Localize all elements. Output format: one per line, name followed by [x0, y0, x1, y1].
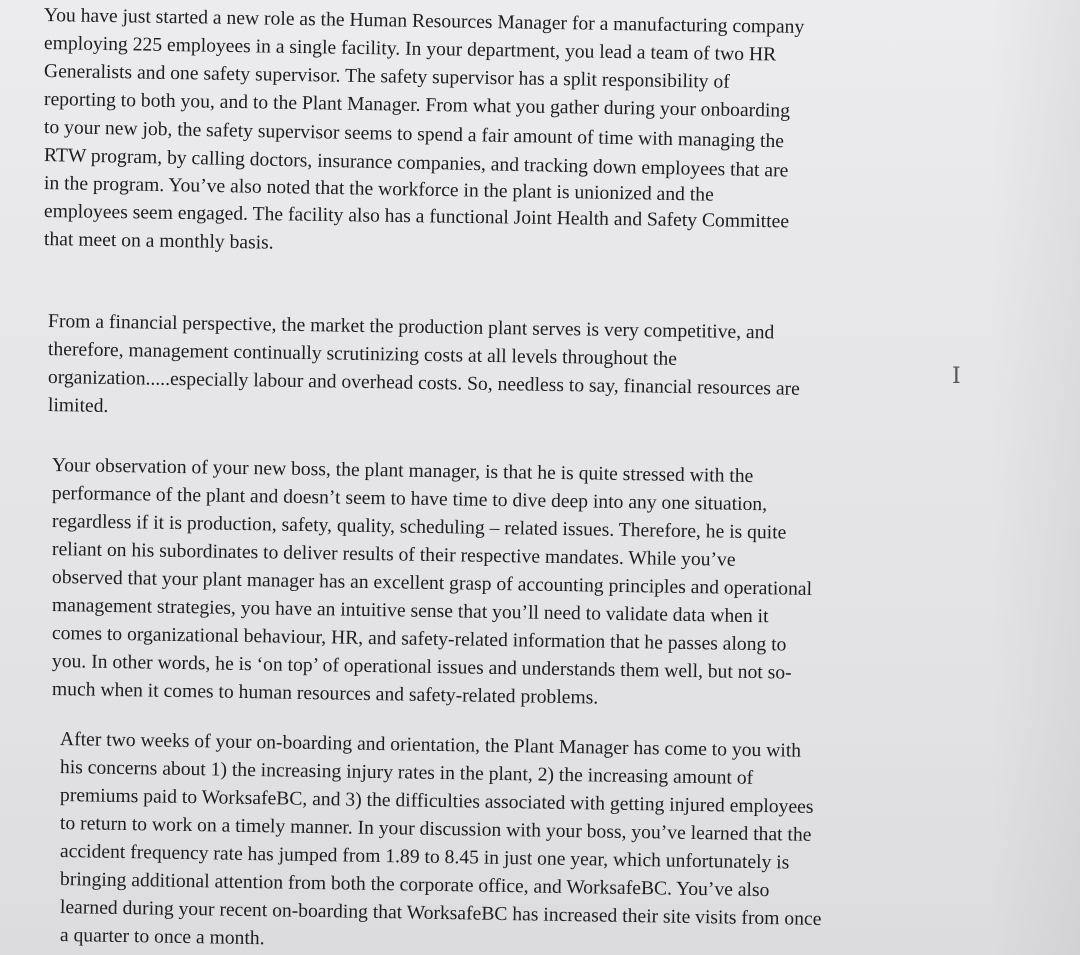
text-line: bringing additional attention from both the corporate office, and WorksafeBC. You’ve also: [59, 869, 770, 902]
text-line: management strategies, you have an intuitive sense that you’ll need to validate data when it: [51, 595, 769, 628]
text-line: to return to work on a timely manner. In your discussion with your boss, you’ve learned that the: [59, 813, 812, 846]
text-line: After two weeks of your on-boarding and orientation, the Plant Manager has come to you with: [59, 729, 802, 762]
text-line: a quarter to once a month.: [59, 925, 265, 950]
text-line: Your observation of your new boss, the plant manager, is that he is quite stressed with the: [51, 455, 754, 488]
text-line: observed that your plant manager has an excellent grasp of accounting principles and operational: [51, 567, 813, 600]
text-line: therefore, management continually scrutinizing costs at all levels throughout the: [47, 339, 678, 370]
text-line: premiums paid to WorksafeBC, and 3) the difficulties associated with getting injured employees: [59, 785, 814, 818]
text-line: Generalists and one safety supervisor. The safety supervisor has a split responsibility of: [43, 61, 730, 93]
text-line: you. In other words, he is ‘on top’ of operational issues and understands them well, but not so-: [51, 651, 792, 684]
text-line: employing 225 employees in a single facility. In your department, you lead a team of two HR: [43, 33, 777, 66]
text-line: You have just started a new role as the Human Resources Manager for a manufacturing company: [43, 5, 805, 38]
text-line: comes to organizational behaviour, HR, and safety-related information that he passes along to: [51, 623, 787, 656]
text-line: in the program. You’ve also noted that the workforce in the plant is unionized and the: [43, 173, 714, 206]
text-line: From a financial perspective, the market the production plant serves is very competitive, and: [47, 311, 775, 344]
text-line: employees seem engaged. The facility also has a functional Joint Health and Safety Committee: [43, 201, 790, 233]
text-line: regardless if it is production, safety, quality, scheduling – related issues. Therefore, he is quite: [51, 511, 787, 544]
page-shading: [990, 0, 1080, 955]
paragraph-concerns: [60, 726, 821, 950]
text-line: accident frequency rate has jumped from 1.89 to 8.45 in just one year, which unfortunately is: [59, 841, 790, 874]
text-line: limited.: [47, 395, 109, 417]
text-line: organization.....especially labour and overhead costs. So, needless to say, financial resources are: [47, 367, 801, 400]
text-line: reporting to both you, and to the Plant Manager. From what you gather during your onboarding: [43, 89, 791, 122]
text-line: to your new job, the safety supervisor seems to spend a fair amount of time with managing the: [43, 117, 785, 153]
paragraph-intro: [44, 2, 804, 254]
paragraph-boss: [51, 452, 813, 709]
text-line: learned during your recent on-boarding that WorksafeBC has increased their site visits from once: [59, 897, 822, 930]
text-cursor-icon: I: [952, 364, 961, 389]
text-line: much when it comes to human resources and safety-related problems.: [51, 679, 599, 709]
text-line: reliant on his subordinates to deliver results of their respective mandates. While you’ve: [51, 539, 736, 571]
text-line: his concerns about 1) the increasing injury rates in the plant, 2) the increasing amount of: [59, 757, 754, 789]
text-line: that meet on a monthly basis.: [43, 229, 274, 254]
text-line: RTW program, by calling doctors, insurance companies, and tracking down employees that are: [43, 145, 789, 182]
paragraph-financial: [48, 308, 800, 420]
text-line: performance of the plant and doesn’t seem to have time to dive deep into any one situation,: [51, 483, 768, 516]
